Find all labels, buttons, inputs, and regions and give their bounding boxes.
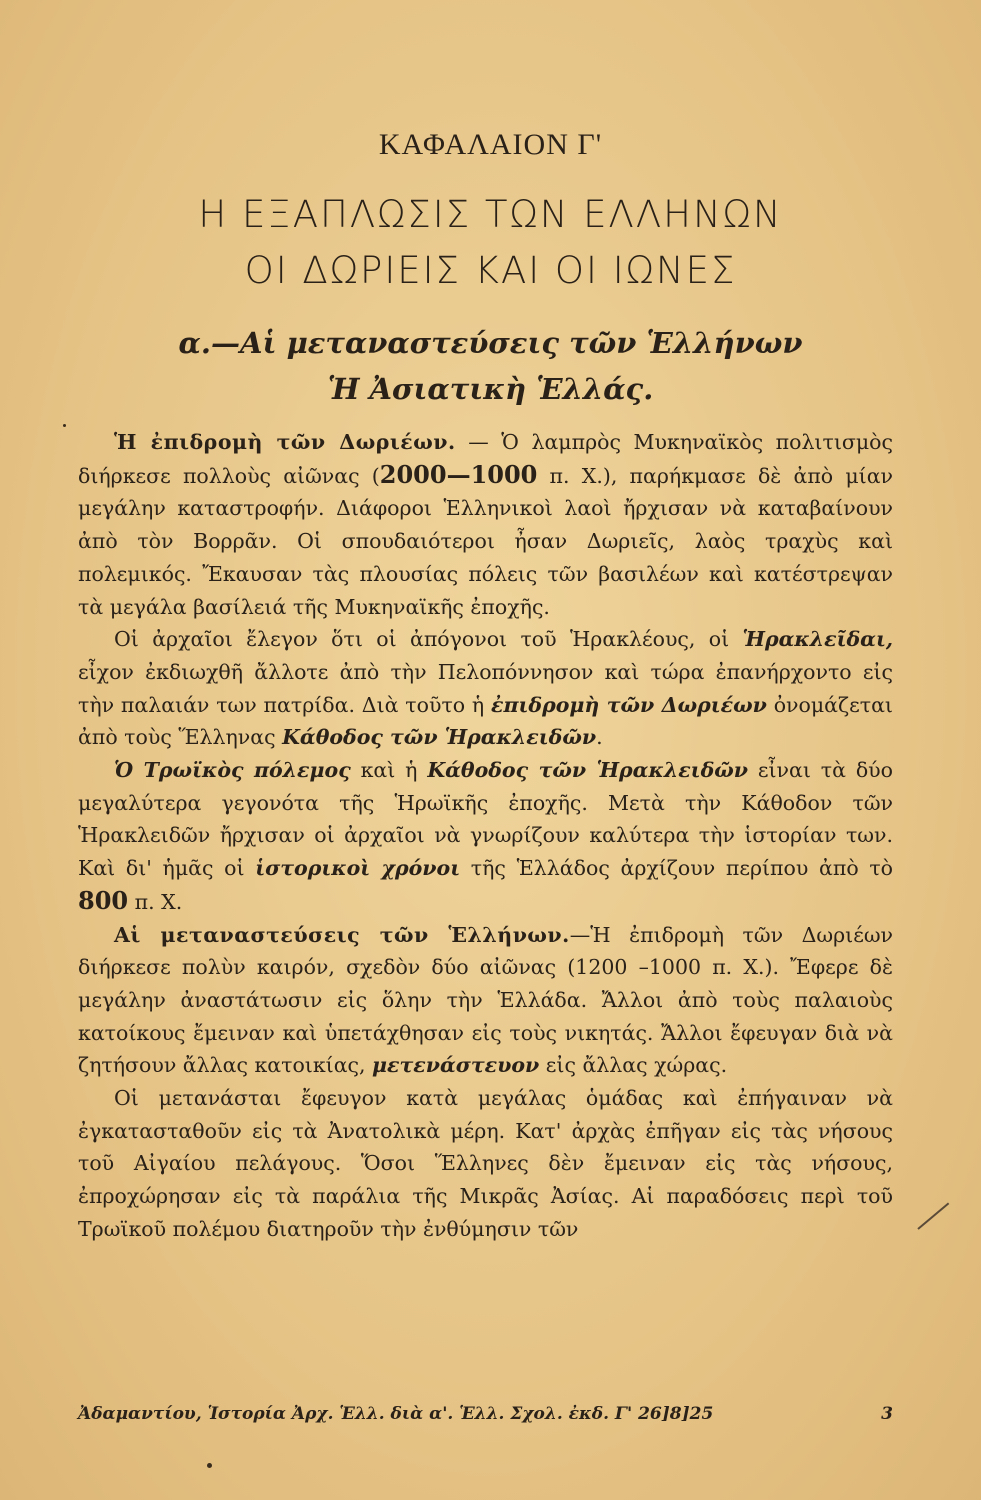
- text-run: ὀνομάζεται ἀπὸ τοὺς Ἕλληνας: [78, 692, 893, 750]
- text-run: — Ὁ λαμπρὸς Μυκηναϊκὸς πολιτισμὸς διήρκεσε πολλοὺς αἰῶνας (: [78, 430, 893, 488]
- ink-dot: [207, 1463, 212, 1468]
- section-heading-line-2: Ἡ Ἀσιατικὴ Ἑλλάς.: [327, 372, 654, 406]
- title-line-2: ΟΙ ΔΩΡΙΕΙΣ ΚΑΙ ΟΙ ΙΩΝΕΣ: [244, 249, 737, 292]
- emphasis: Ἡρακλεῖδαι,: [742, 627, 893, 652]
- text-run: .: [596, 725, 603, 750]
- paragraph-4: [78, 919, 893, 1083]
- year-number: 800: [78, 885, 129, 915]
- paragraph-1: [78, 426, 893, 623]
- body-text: [78, 426, 893, 1246]
- paragraph-lead: Αἱ μεταναστεύσεις τῶν Ἑλλήνων.: [114, 922, 570, 947]
- paragraph-5: [78, 1082, 893, 1246]
- paragraph-2: [78, 623, 893, 754]
- date-range: 2000—1000: [379, 459, 538, 489]
- ink-dot: [63, 424, 66, 427]
- text-run: —Ἡ ἐπιδρομὴ τῶν Δωριέων διήρκεσε πολὺν καιρόν, σχεδὸν δύο αἰῶνας (1200 –1000 π. Χ.). Ἔφερε δὲ μεγάλην ἀναστάτωσιν εἰς ὅλην τὴν Ἑλλάδα. Ἄλλοι ἀπὸ τοὺς παλαιοὺς κατοίκους ἔμειναν καὶ ὑπετάχθησαν εἰς τοὺς νικητάς. Ἄλλοι ἔφευγαν διὰ νὰ ζητήσουν ἄλλας κατοικίας,: [78, 922, 893, 1078]
- emphasis: ἐπιδρομὴ τῶν Δωριέων: [491, 692, 767, 717]
- text-run: Οἱ μετανάσται ἔφευγον κατὰ μεγάλας ὁμάδας καὶ ἐπήγαιναν νὰ ἐγκατασταθοῦν εἰς τὰ Ἀνατολικὰ μέρη. Κατ' ἀρχὰς ἐπῆγαν εἰς τὰς νήσους τοῦ Αἰγαίου πελάγους. Ὅσοι Ἕλληνες δὲν ἔμειναν εἰς τὰς νήσους, ἐπροχώρησαν εἰς τὰ παράλια τῆς Μικρᾶς Ἀσίας. Αἱ παραδόσεις περὶ τοῦ Τρωϊκοῦ πολέμου διατηροῦν τὴν ἐνθύμησιν τῶν: [78, 1086, 893, 1241]
- text-run: Οἱ ἀρχαῖοι ἔλεγον ὅτι οἱ ἀπόγονοι τοῦ Ἡρακλέους, οἱ: [114, 627, 743, 652]
- emphasis: Κάθοδος τῶν Ἡρακλειδῶν: [282, 725, 597, 750]
- paragraph-lead: Ἡ ἐπιδρομὴ τῶν Δωριέων.: [114, 430, 456, 454]
- footer-citation: Ἀδαμαντίου, Ἱστορία Ἀρχ. Ἑλλ. διὰ α'. Ἑλλ. Σχολ. ἐκδ. Γ' 26]8]25: [78, 1404, 714, 1424]
- paragraph-3: [78, 754, 893, 919]
- text-run: εἶχον ἐκδιωχθῆ ἄλλοτε ἀπὸ τὴν Πελοπόννησον καὶ τώρα ἐπανήρχοντο εἰς τὴν παλαιάν των πατρίδα. Διὰ τοῦτο ἡ: [78, 659, 893, 717]
- emphasis: ἱστορικοὶ χρόνοι: [255, 856, 461, 881]
- title-line-1: Η ΕΞΑΠΛΩΣΙΣ ΤΩΝ ΕΛΛΗΝΩΝ: [198, 193, 783, 236]
- text-run: π. Χ.), παρήκμασε δὲ ἀπὸ μίαν μεγάλην καταστροφήν. Διάφοροι Ἑλληνικοὶ λαοὶ ἤρχισαν νὰ καταβαίνουν ἀπὸ τὸν Βορρᾶν. Οἱ σπουδαιότεροι ἦσαν Δωριεῖς, λαὸς τραχὺς καὶ πολεμικός. Ἔκαυσαν τὰς πλουσίας πόλεις τῶν βασιλέων καὶ κατέστρεψαν τὰ μεγάλα βασίλειά τῆς Μυκηναϊκῆς ἐποχῆς.: [78, 463, 893, 619]
- text-run: εἶναι τὰ δύο μεγαλύτερα γεγονότα τῆς Ἡρωϊκῆς ἐποχῆς. Μετὰ τὴν Κάθοδον τῶν Ἡρακλειδῶν ἤρχισαν οἱ ἀρχαῖοι νὰ γνωρίζουν καλύτερα τὴν ἱστορίαν των. Καὶ δι' ἡμᾶς οἱ: [78, 758, 893, 881]
- page-footer: [78, 1404, 893, 1424]
- chapter-heading: ΚΑΦΑΛΑΙΟΝ Γ': [378, 128, 603, 161]
- text-run: τῆς Ἑλλάδος ἀρχίζουν περίπου ἀπὸ τὸ: [460, 856, 894, 881]
- signature-number: 3: [881, 1404, 893, 1424]
- text-run: εἰς ἄλλας χώρας.: [539, 1053, 728, 1078]
- section-heading-line-1: α.—Αἱ μεταναστεύσεις τῶν Ἑλλήνων: [178, 326, 803, 360]
- emphasis: Ὁ Τρωϊκὸς πόλεμος: [114, 758, 351, 783]
- emphasis: μετενάστευον: [372, 1053, 540, 1078]
- text-run: π. Χ.: [128, 889, 183, 914]
- emphasis: Κάθοδος τῶν Ἡρακλειδῶν: [427, 758, 748, 783]
- text-run: καὶ ἡ: [350, 758, 428, 783]
- pencil-mark: [917, 1203, 949, 1230]
